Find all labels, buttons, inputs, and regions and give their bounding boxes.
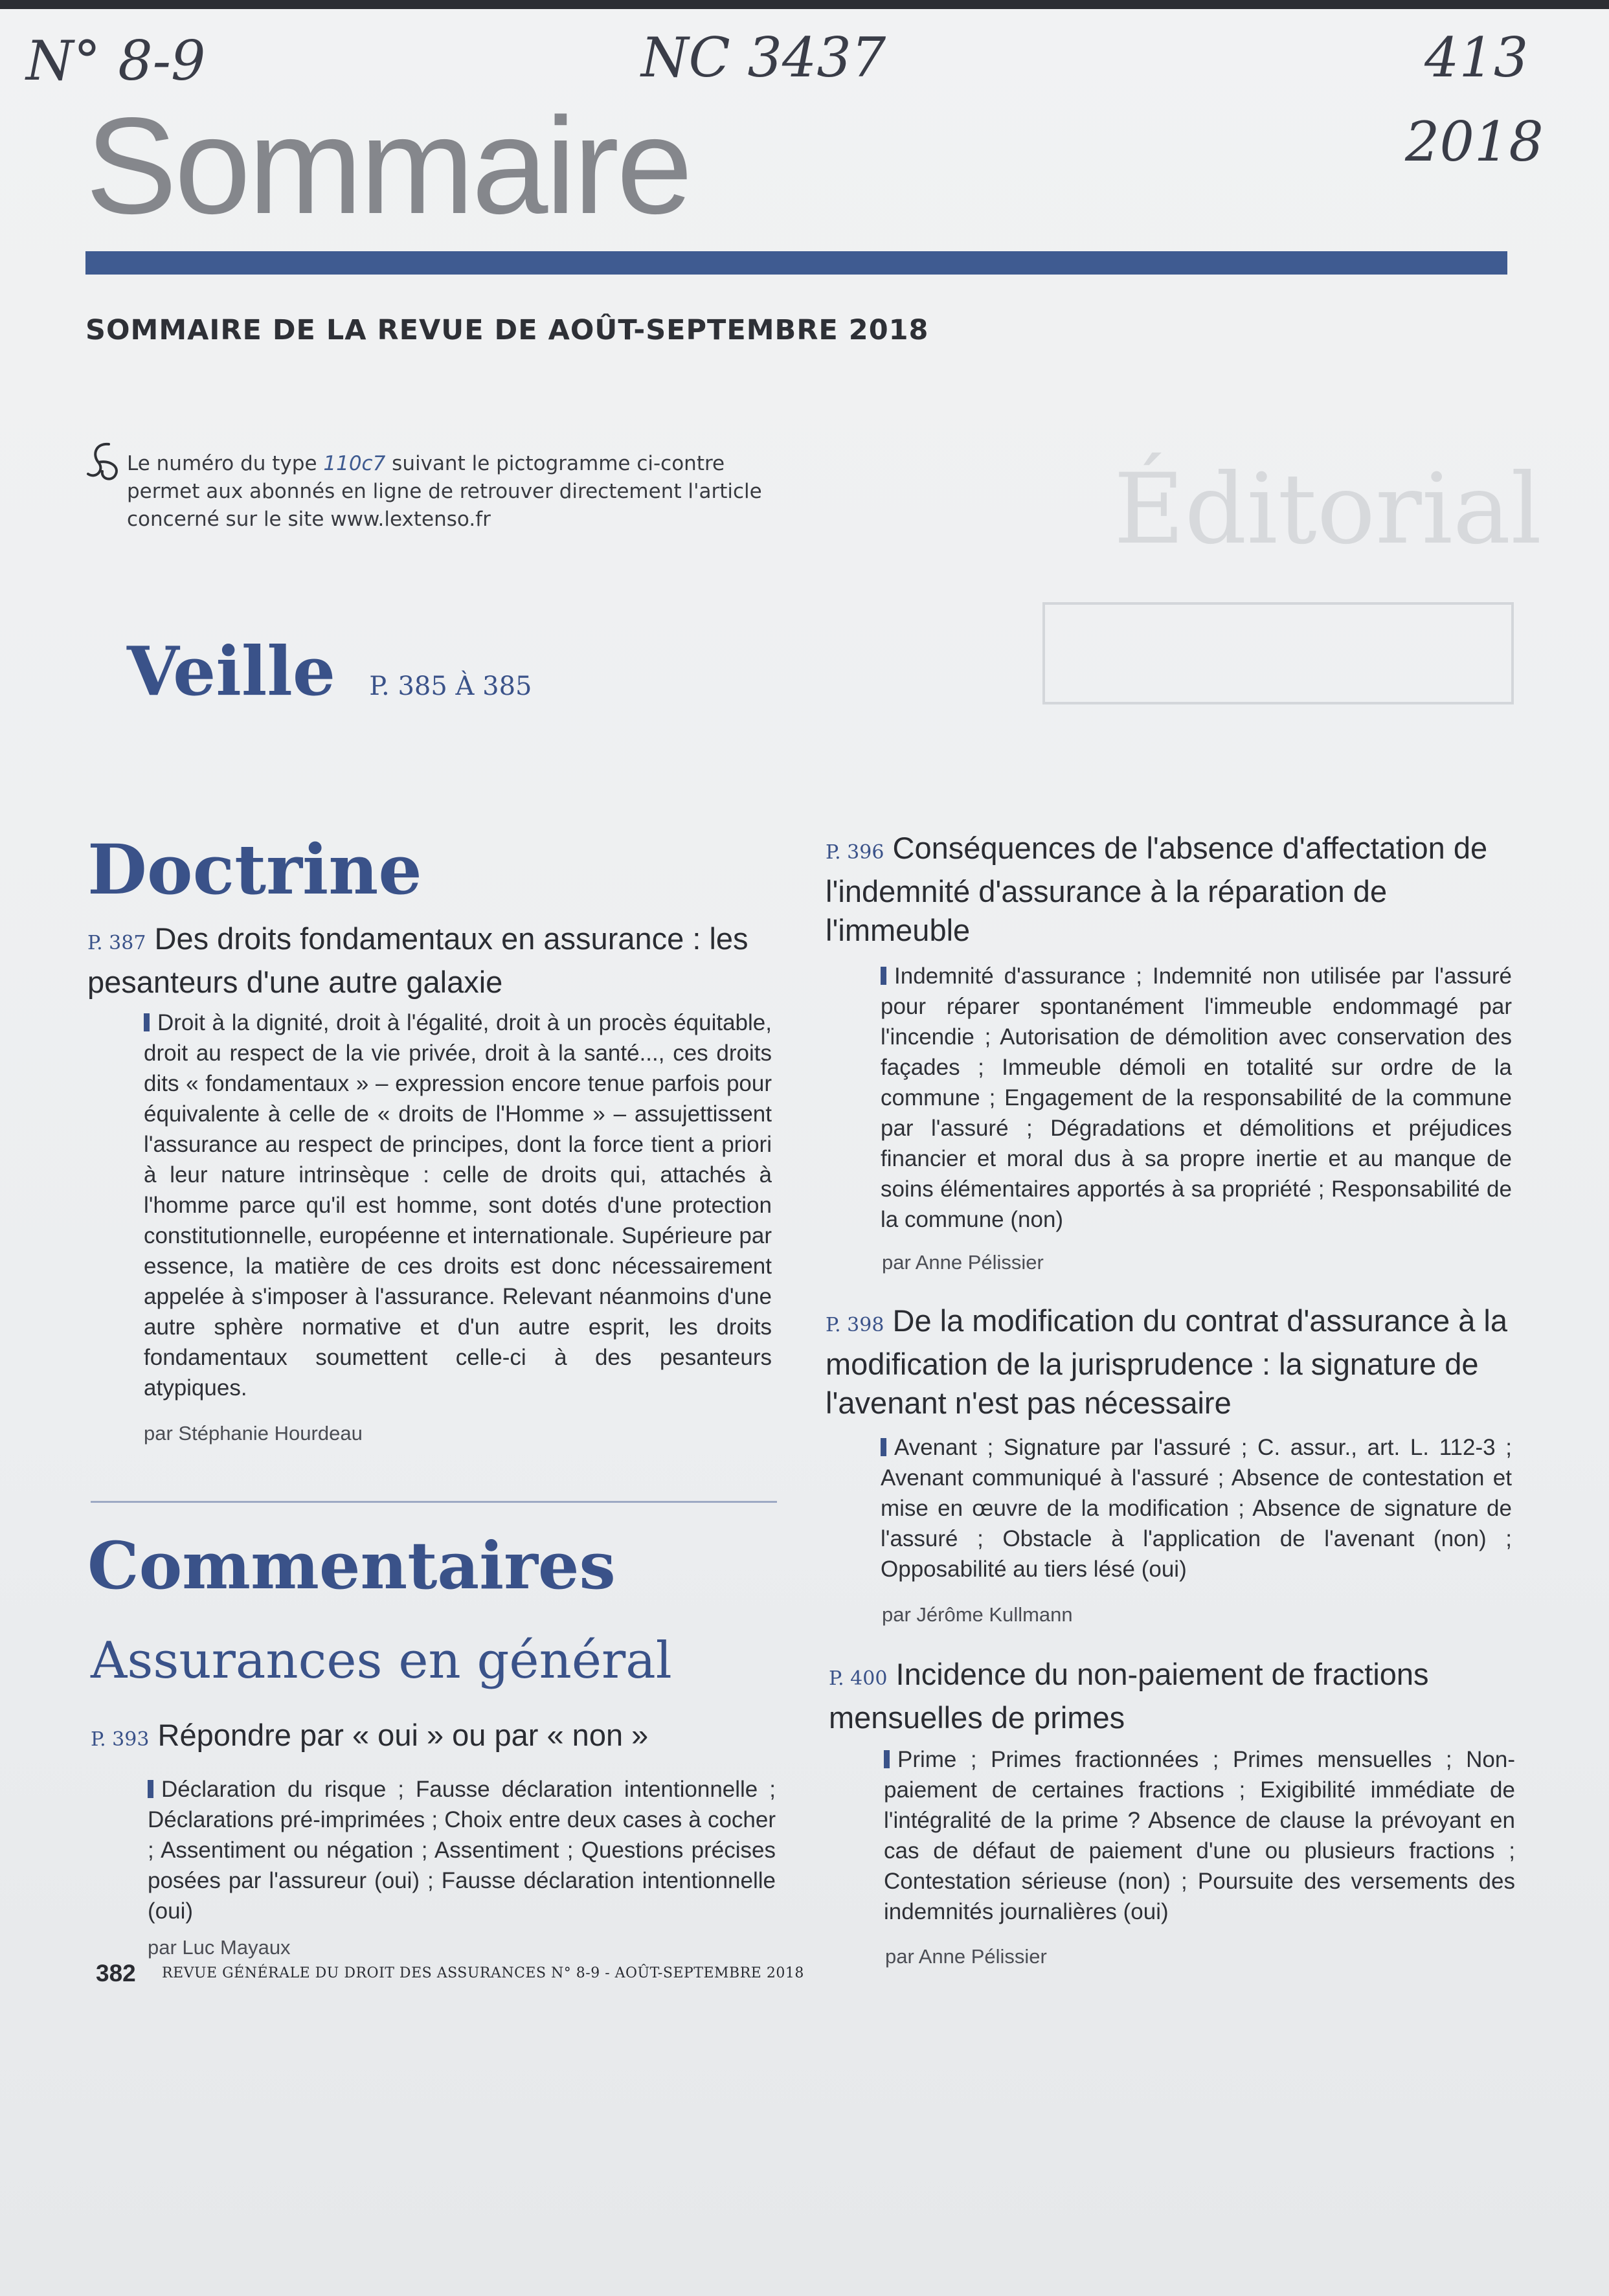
right-article-2-author: par Jérôme Kullmann xyxy=(882,1603,1073,1626)
footer-page-number: 382 xyxy=(96,1960,136,1986)
doctrine-article-author: par Stéphanie Hourdeau xyxy=(144,1422,363,1445)
right-article-1-title xyxy=(826,829,1512,950)
commentaires-heading: Commentaires xyxy=(87,1527,616,1604)
note-text-after: suivant le pictogramme ci-contre permet aux abonnés en ligne de retrouver directement l'article concerné sur le site www.lextenso.fr xyxy=(127,452,762,531)
right-article-3-title-text: Incidence du non-paiement de fractions mensuelles de primes xyxy=(829,1657,1429,1735)
handwritten-issue-number: N° 8-9 xyxy=(26,29,206,93)
summary-bullet xyxy=(144,1013,150,1031)
footer-journal: REVUE GÉNÉRALE DU DROIT DES ASSURANCES N° 8-9 - AOÛT-SEPTEMBRE 2018 xyxy=(162,1965,804,1981)
commentaires-article-body: Déclaration du risque ; Fausse déclaration intentionnelle ; Déclarations pré-imprimées ; Choix entre deux cases à cocher ; Assentiment ou négation ; Assentiment ; Questions précises posées par l'assureur (oui) ; Fausse déclaration intentionnelle (oui) xyxy=(148,1777,776,1924)
right-article-2-title-text: De la modification du contrat d'assurance à la modification de la jurisprudence : la signature de l'avenant n'est pas nécessaire xyxy=(826,1303,1508,1420)
commentaires-subheading: Assurances en général xyxy=(91,1632,672,1690)
summary-bullet xyxy=(884,1750,890,1768)
right-article-1-title-text: Conséquences de l'absence d'affectation de l'indemnité d'assurance à la réparation de l'immeuble xyxy=(826,831,1488,947)
right-article-3-summary xyxy=(884,1744,1515,1927)
summary-bullet xyxy=(148,1780,153,1798)
title-rule xyxy=(85,251,1507,275)
commentaires-article-title-text: Répondre par « oui » ou par « non » xyxy=(157,1718,649,1752)
commentaires-article-author: par Luc Mayaux xyxy=(148,1936,291,1959)
page-title: Sommaire xyxy=(85,89,691,242)
doctrine-heading: Doctrine xyxy=(87,829,422,910)
doctrine-article-page: P. 387 xyxy=(87,932,146,954)
doctrine-article-title-text: Des droits fondamentaux en assurance : les pesanteurs d'une autre galaxie xyxy=(87,921,748,999)
commentaires-article-title xyxy=(91,1716,777,1759)
veille-title: Veille xyxy=(127,631,336,711)
veille-heading xyxy=(127,631,532,711)
right-article-1-author: par Anne Pélissier xyxy=(882,1251,1044,1274)
handwritten-code: 413 xyxy=(1424,26,1529,89)
summary-bullet xyxy=(881,1438,886,1456)
commentaires-article-summary xyxy=(148,1774,776,1926)
page-top-edge xyxy=(0,0,1609,9)
right-article-1-body: Indemnité d'assurance ; Indemnité non utilisée par l'assuré pour réparer spontanément l'immeuble endommagé par l'incendie ; Autorisation de démolition avec conservation des façades ; Immeuble démoli en totalité sur ordre de la commune ; Engagement de la responsabilité de la commune par l'assuré ; Dégradations et démolitions et préjudices financier et moral dus à sa propre inertie et au manque de soins élémentaires apportés à sa propriété ; Responsabilité de la commune (non) xyxy=(881,963,1512,1232)
right-article-2-title xyxy=(826,1301,1512,1423)
lextenso-note xyxy=(127,450,781,534)
show-through-box xyxy=(1042,602,1514,704)
doctrine-article-body: Droit à la dignité, droit à l'égalité, droit à un procès équitable, droit au respect de la vie privée, droit à la santé..., ces droits dits « fondamentaux » – expression encore tenue parfois pour équivalente à celle de « droits de l'Homme » – assujettissent l'assurance au respect de principes, dont la force tient a priori à leur nature intrinsèque : celle de droits qui, attachés à l'homme parce qu'il est homme, sont dotés d'une protection constitutionnelle, européenne et internationale. Supérieure par essence, la matière de ces droits est donc nécessairement appelée à s'imposer à l'assurance. Relevant néanmoins d'une autre sphère normative et d'un autre esprit, les droits fondamentaux soumettent celle-ci à des pesanteurs atypiques. xyxy=(144,1010,772,1401)
lextenso-pictogram-icon xyxy=(83,440,126,486)
show-through-editorial: Éditorial xyxy=(1114,453,1542,566)
right-article-2-body: Avenant ; Signature par l'assuré ; C. assur., art. L. 112-3 ; Avenant communiqué à l'assuré ; Absence de contestation et mise en œuvre de la modification ; Absence de signature de l'assuré ; Obstacle à l'application de l'avenant (non) ; Opposabilité au tiers lésé (oui) xyxy=(881,1435,1512,1582)
doctrine-article-title xyxy=(87,919,774,1002)
note-code: 110c7 xyxy=(323,452,386,475)
right-article-2-page: P. 398 xyxy=(826,1314,884,1336)
note-text-before: Le numéro du type xyxy=(127,452,324,475)
right-article-1-summary xyxy=(881,961,1512,1235)
right-article-3-author: par Anne Pélissier xyxy=(885,1945,1047,1968)
handwritten-year: 2018 xyxy=(1405,110,1544,174)
section-separator xyxy=(91,1501,777,1503)
commentaires-article-page: P. 393 xyxy=(91,1728,150,1751)
right-article-3-body: Prime ; Primes fractionnées ; Primes mensuelles ; Non-paiement de certaines fractions ; Exigibilité immédiate de l'intégralité de la prime ? Absence de clause la prévoyant en cas de défaut de paiement d'une ou plusieurs fractions ; Contestation sérieuse (non) ; Poursuite des versements des indemnités journalières (oui) xyxy=(884,1747,1515,1924)
veille-pages: P. 385 À 385 xyxy=(369,671,532,701)
handwritten-reference: NC 3437 xyxy=(641,26,886,89)
right-article-2-summary xyxy=(881,1432,1512,1584)
right-article-1-page: P. 396 xyxy=(826,841,884,864)
right-article-3-title xyxy=(829,1655,1515,1737)
summary-bullet xyxy=(881,967,886,985)
right-article-3-page: P. 400 xyxy=(829,1667,888,1690)
page-subtitle: SOMMAIRE DE LA REVUE DE AOÛT-SEPTEMBRE 2018 xyxy=(85,314,929,346)
doctrine-article-summary xyxy=(144,1007,772,1403)
